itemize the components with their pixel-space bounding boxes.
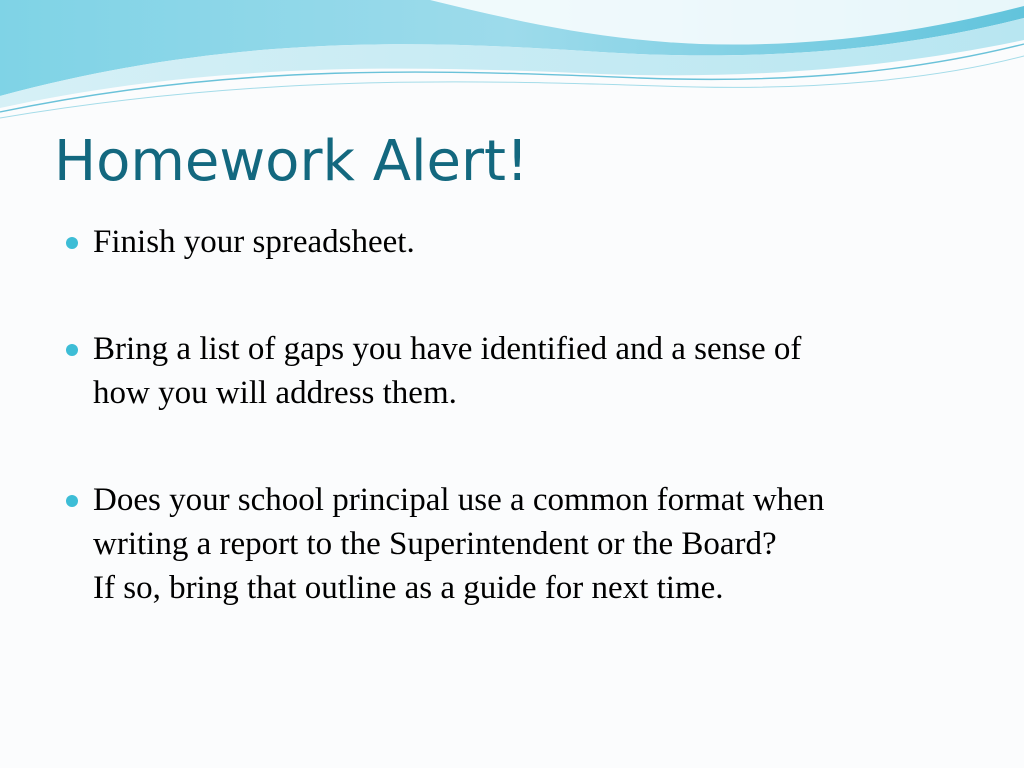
bullet-item	[66, 327, 996, 415]
bullet-item	[66, 220, 996, 264]
bullet-text	[93, 478, 996, 610]
bullet-dot-icon	[66, 495, 78, 507]
bullet-text	[93, 220, 996, 264]
bullet-item	[66, 478, 996, 610]
bullet-dot-icon	[66, 344, 78, 356]
bullet-list	[66, 220, 996, 673]
bullet-line: how you will address them.	[93, 375, 457, 411]
bullet-line: Bring a list of gaps you have identified and a sense of	[93, 331, 802, 367]
bullet-line: If so, bring that outline as a guide for next time.	[93, 570, 724, 606]
bullet-line: Does your school principal use a common format when	[93, 482, 825, 518]
wave-header-decoration	[0, 0, 1024, 130]
bullet-dot-icon	[66, 237, 78, 249]
slide-title: Homework Alert!	[54, 129, 529, 194]
bullet-line: writing a report to the Superintendent or the Board?	[93, 526, 777, 562]
bullet-text	[93, 327, 996, 415]
bullet-line: Finish your spreadsheet.	[93, 224, 415, 260]
